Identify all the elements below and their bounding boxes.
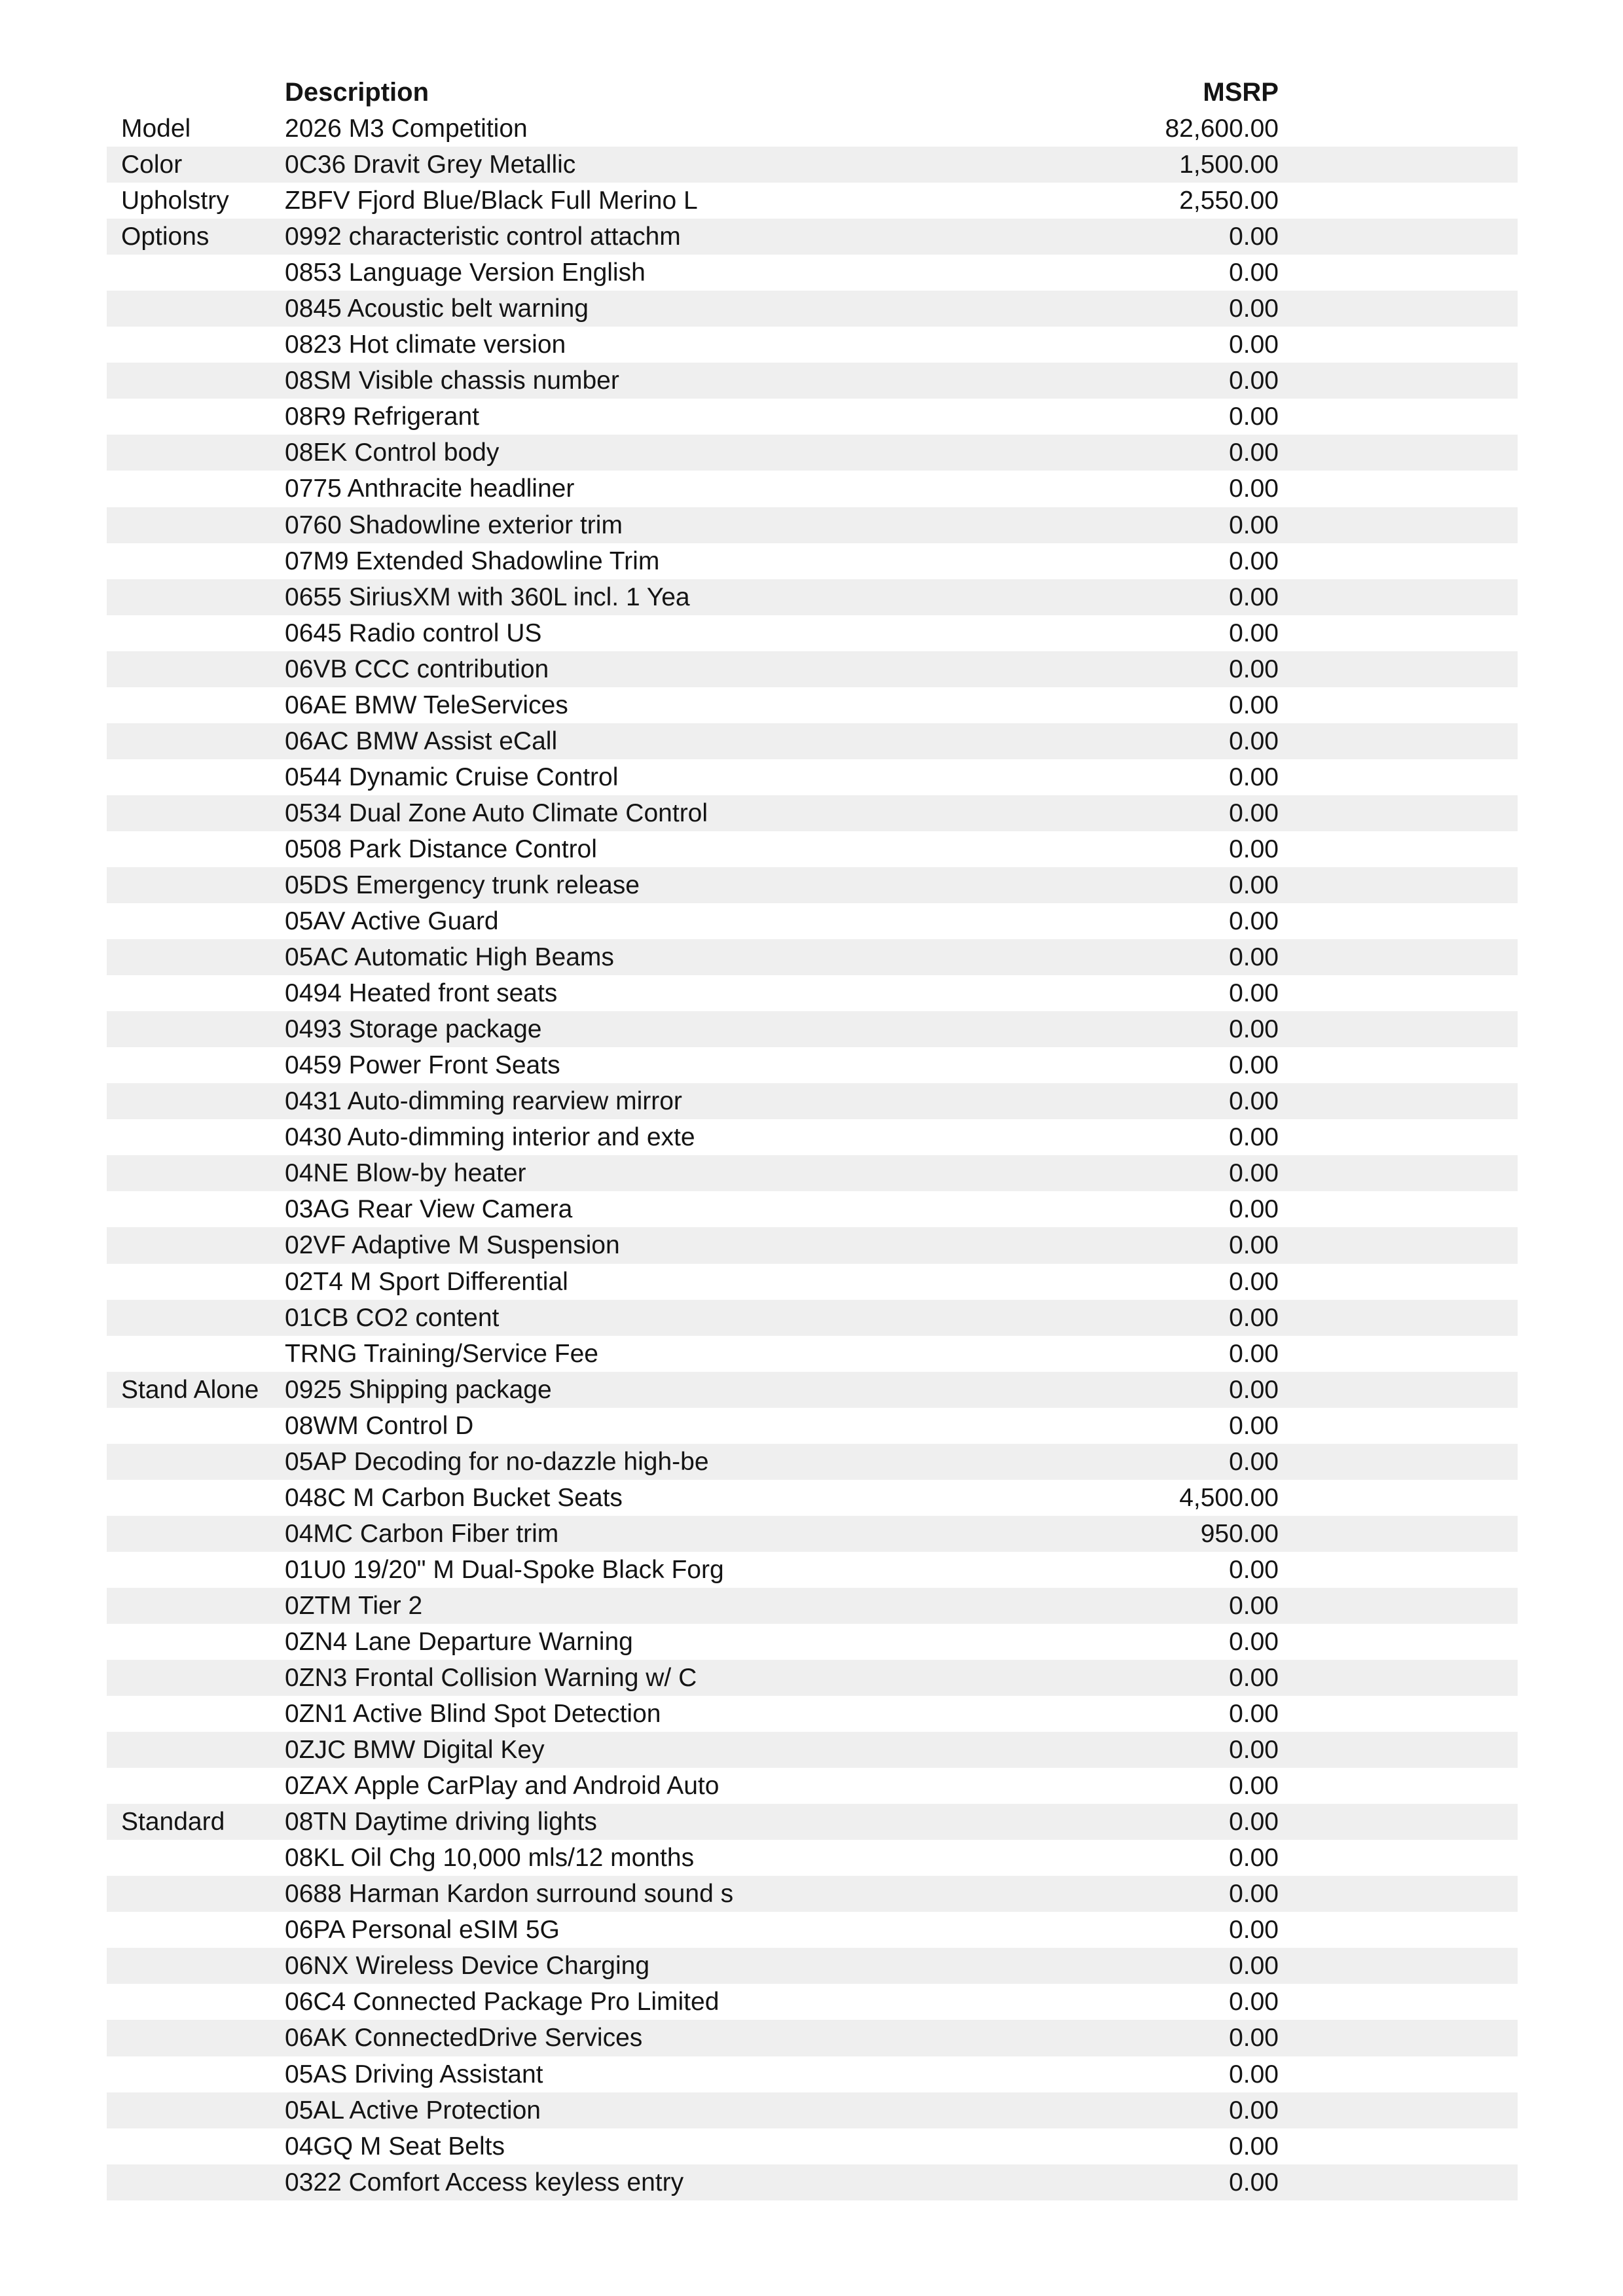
description-cell: 0775 Anthracite headliner <box>285 475 575 503</box>
description-cell: 0645 Radio control US <box>285 619 542 647</box>
msrp-cell: 0.00 <box>1229 259 1279 287</box>
msrp-cell: 0.00 <box>1229 2096 1279 2125</box>
msrp-cell: 0.00 <box>1229 619 1279 647</box>
category-cell: Stand Alone <box>121 1375 259 1404</box>
msrp-cell: 0.00 <box>1229 726 1279 755</box>
description-cell: 0655 SiriusXM with 360L incl. 1 Yea <box>285 583 690 611</box>
description-cell: 05AC Automatic High Beams <box>285 943 614 972</box>
table-row <box>107 1227 1518 1263</box>
msrp-cell: 0.00 <box>1229 2168 1279 2197</box>
msrp-cell: 0.00 <box>1229 1375 1279 1404</box>
table-row <box>107 1912 1518 1948</box>
msrp-cell: 0.00 <box>1229 367 1279 395</box>
description-cell: 0845 Acoustic belt warning <box>285 295 589 323</box>
table-row <box>107 723 1518 759</box>
table-row <box>107 867 1518 903</box>
table-row <box>107 1840 1518 1876</box>
msrp-cell: 0.00 <box>1229 1411 1279 1440</box>
description-cell: 0853 Language Version English <box>285 259 646 287</box>
table-row <box>107 1264 1518 1300</box>
table-row <box>107 255 1518 291</box>
table-row <box>107 399 1518 435</box>
msrp-cell: 0.00 <box>1229 511 1279 539</box>
table-header <box>107 75 1518 111</box>
msrp-cell: 0.00 <box>1229 907 1279 936</box>
table-row <box>107 1480 1518 1516</box>
msrp-cell: 0.00 <box>1229 1447 1279 1476</box>
table-row <box>107 1624 1518 1660</box>
table-row <box>107 1372 1518 1408</box>
description-cell: 06NX Wireless Device Charging <box>285 1952 650 1981</box>
table-row <box>107 831 1518 867</box>
description-cell: 06AE BMW TeleServices <box>285 691 568 719</box>
table-row <box>107 2128 1518 2164</box>
table-row <box>107 111 1518 147</box>
msrp-cell: 0.00 <box>1229 1591 1279 1620</box>
description-cell: 05AV Active Guard <box>285 907 499 936</box>
description-cell: 0430 Auto-dimming interior and exte <box>285 1123 695 1152</box>
table-row <box>107 2056 1518 2092</box>
description-cell: 0688 Harman Kardon surround sound s <box>285 1880 734 1909</box>
category-cell: Standard <box>121 1808 225 1837</box>
description-cell: 08KL Oil Chg 10,000 mls/12 months <box>285 1844 695 1873</box>
msrp-cell: 1,500.00 <box>1179 151 1279 179</box>
description-cell: 0ZN1 Active Blind Spot Detection <box>285 1700 661 1729</box>
description-cell: 08R9 Refrigerant <box>285 403 479 431</box>
description-cell: 06AC BMW Assist eCall <box>285 726 558 755</box>
description-cell: 06C4 Connected Package Pro Limited <box>285 1988 720 2017</box>
table-row <box>107 903 1518 939</box>
description-cell: 05AS Driving Assistant <box>285 2060 543 2089</box>
price-sheet <box>107 75 1518 2200</box>
description-cell: 0ZAX Apple CarPlay and Android Auto <box>285 1772 720 1801</box>
description-cell: 0459 Power Front Seats <box>285 1051 560 1080</box>
table-row <box>107 1011 1518 1047</box>
msrp-cell: 0.00 <box>1229 979 1279 1008</box>
line-items-table <box>107 111 1518 2200</box>
msrp-cell: 0.00 <box>1229 1664 1279 1693</box>
description-cell: 048C M Carbon Bucket Seats <box>285 1483 623 1512</box>
description-cell: 08EK Control body <box>285 439 500 467</box>
msrp-cell: 0.00 <box>1229 1339 1279 1368</box>
description-cell: 08WM Control D <box>285 1411 474 1440</box>
table-row <box>107 1660 1518 1696</box>
msrp-cell: 0.00 <box>1229 1195 1279 1224</box>
category-cell: Options <box>121 223 210 251</box>
table-row <box>107 183 1518 219</box>
description-cell: 02T4 M Sport Differential <box>285 1267 568 1296</box>
msrp-cell: 82,600.00 <box>1165 115 1279 143</box>
table-row <box>107 1083 1518 1119</box>
description-cell: 05AL Active Protection <box>285 2096 541 2125</box>
table-row <box>107 1516 1518 1552</box>
msrp-cell: 0.00 <box>1229 223 1279 251</box>
msrp-cell: 0.00 <box>1229 1808 1279 1837</box>
msrp-cell: 0.00 <box>1229 1988 1279 2017</box>
table-row <box>107 759 1518 795</box>
description-cell: 0322 Comfort Access keyless entry <box>285 2168 684 2197</box>
msrp-cell: 950.00 <box>1200 1519 1279 1548</box>
description-cell: 0ZN4 Lane Departure Warning <box>285 1627 633 1656</box>
description-cell: 0992 characteristic control attachm <box>285 223 681 251</box>
msrp-cell: 0.00 <box>1229 1772 1279 1801</box>
table-row <box>107 975 1518 1011</box>
msrp-cell: 0.00 <box>1229 2024 1279 2053</box>
msrp-cell: 0.00 <box>1229 943 1279 972</box>
description-cell: 04NE Blow-by heater <box>285 1159 526 1188</box>
description-cell: 08TN Daytime driving lights <box>285 1808 597 1837</box>
description-cell: 0ZN3 Frontal Collision Warning w/ C <box>285 1664 697 1693</box>
msrp-cell: 2,550.00 <box>1179 187 1279 215</box>
msrp-cell: 0.00 <box>1229 1916 1279 1945</box>
msrp-cell: 0.00 <box>1229 1700 1279 1729</box>
description-cell: ZBFV Fjord Blue/Black Full Merino L <box>285 187 698 215</box>
table-row <box>107 1444 1518 1480</box>
category-cell: Upholstry <box>121 187 229 215</box>
msrp-cell: 0.00 <box>1229 1051 1279 1080</box>
description-cell: 06AK ConnectedDrive Services <box>285 2024 643 2053</box>
msrp-cell: 0.00 <box>1229 1231 1279 1260</box>
table-row <box>107 471 1518 507</box>
description-cell: 0431 Auto-dimming rearview mirror <box>285 1087 682 1116</box>
msrp-cell: 0.00 <box>1229 2060 1279 2089</box>
table-row <box>107 1300 1518 1336</box>
description-cell: 0760 Shadowline exterior trim <box>285 511 623 539</box>
table-row <box>107 939 1518 975</box>
msrp-cell: 0.00 <box>1229 1087 1279 1116</box>
msrp-cell: 0.00 <box>1229 762 1279 791</box>
table-row <box>107 579 1518 615</box>
table-row <box>107 507 1518 543</box>
msrp-cell: 0.00 <box>1229 583 1279 611</box>
table-row <box>107 2020 1518 2056</box>
category-cell: Color <box>121 151 183 179</box>
table-row <box>107 795 1518 831</box>
table-row <box>107 1984 1518 2020</box>
category-cell: Model <box>121 115 191 143</box>
description-cell: 0ZTM Tier 2 <box>285 1591 423 1620</box>
msrp-cell: 0.00 <box>1229 1736 1279 1765</box>
table-row <box>107 363 1518 399</box>
description-cell: 07M9 Extended Shadowline Trim <box>285 547 660 575</box>
table-row <box>107 1768 1518 1804</box>
msrp-cell: 0.00 <box>1229 1880 1279 1909</box>
msrp-cell: 0.00 <box>1229 798 1279 827</box>
table-row <box>107 435 1518 471</box>
table-row <box>107 687 1518 723</box>
table-row <box>107 1336 1518 1372</box>
table-row <box>107 219 1518 255</box>
description-cell: 04GQ M Seat Belts <box>285 2132 505 2161</box>
msrp-cell: 0.00 <box>1229 2132 1279 2161</box>
msrp-cell: 0.00 <box>1229 295 1279 323</box>
description-cell: 0823 Hot climate version <box>285 331 566 359</box>
table-row <box>107 1588 1518 1624</box>
table-row <box>107 1696 1518 1732</box>
table-row <box>107 1408 1518 1444</box>
table-row <box>107 2092 1518 2128</box>
msrp-cell: 0.00 <box>1229 1627 1279 1656</box>
description-cell: 01CB CO2 content <box>285 1303 500 1332</box>
msrp-cell: 0.00 <box>1229 1555 1279 1584</box>
msrp-cell: 0.00 <box>1229 547 1279 575</box>
table-row <box>107 1552 1518 1588</box>
description-cell: 0508 Park Distance Control <box>285 834 597 863</box>
table-row <box>107 291 1518 327</box>
table-row <box>107 1191 1518 1227</box>
table-row <box>107 1948 1518 1984</box>
msrp-cell: 0.00 <box>1229 1123 1279 1152</box>
table-row <box>107 651 1518 687</box>
msrp-cell: 0.00 <box>1229 870 1279 899</box>
msrp-column-header: MSRP <box>1203 78 1279 107</box>
description-column-header: Description <box>285 78 429 107</box>
table-row <box>107 1876 1518 1912</box>
description-cell: 05AP Decoding for no-dazzle high-be <box>285 1447 709 1476</box>
table-row <box>107 1155 1518 1191</box>
msrp-cell: 0.00 <box>1229 1844 1279 1873</box>
table-row <box>107 1732 1518 1768</box>
msrp-cell: 0.00 <box>1229 1159 1279 1188</box>
description-cell: 0925 Shipping package <box>285 1375 552 1404</box>
description-cell: 0534 Dual Zone Auto Climate Control <box>285 798 708 827</box>
table-row <box>107 1119 1518 1155</box>
msrp-cell: 0.00 <box>1229 1267 1279 1296</box>
description-cell: 03AG Rear View Camera <box>285 1195 573 1224</box>
description-cell: 0544 Dynamic Cruise Control <box>285 762 619 791</box>
msrp-cell: 0.00 <box>1229 439 1279 467</box>
msrp-cell: 0.00 <box>1229 475 1279 503</box>
table-row <box>107 615 1518 651</box>
table-row <box>107 1804 1518 1840</box>
description-cell: 06VB CCC contribution <box>285 655 549 683</box>
msrp-cell: 0.00 <box>1229 331 1279 359</box>
msrp-cell: 0.00 <box>1229 1303 1279 1332</box>
msrp-cell: 0.00 <box>1229 691 1279 719</box>
table-row <box>107 2164 1518 2200</box>
msrp-cell: 0.00 <box>1229 655 1279 683</box>
description-cell: 06PA Personal eSIM 5G <box>285 1916 560 1945</box>
msrp-cell: 0.00 <box>1229 1015 1279 1044</box>
description-cell: 01U0 19/20" M Dual-Spoke Black Forg <box>285 1555 724 1584</box>
table-row <box>107 327 1518 363</box>
table-row <box>107 1047 1518 1083</box>
description-cell: 0C36 Dravit Grey Metallic <box>285 151 576 179</box>
table-row <box>107 543 1518 579</box>
description-cell: 0493 Storage package <box>285 1015 542 1044</box>
description-cell: 05DS Emergency trunk release <box>285 870 640 899</box>
description-cell: 04MC Carbon Fiber trim <box>285 1519 559 1548</box>
msrp-cell: 0.00 <box>1229 1952 1279 1981</box>
description-cell: 02VF Adaptive M Suspension <box>285 1231 620 1260</box>
description-cell: TRNG Training/Service Fee <box>285 1339 598 1368</box>
table-row <box>107 147 1518 183</box>
msrp-cell: 4,500.00 <box>1179 1483 1279 1512</box>
description-cell: 0494 Heated front seats <box>285 979 558 1008</box>
description-cell: 2026 M3 Competition <box>285 115 528 143</box>
msrp-cell: 0.00 <box>1229 403 1279 431</box>
description-cell: 08SM Visible chassis number <box>285 367 619 395</box>
description-cell: 0ZJC BMW Digital Key <box>285 1736 545 1765</box>
msrp-cell: 0.00 <box>1229 834 1279 863</box>
